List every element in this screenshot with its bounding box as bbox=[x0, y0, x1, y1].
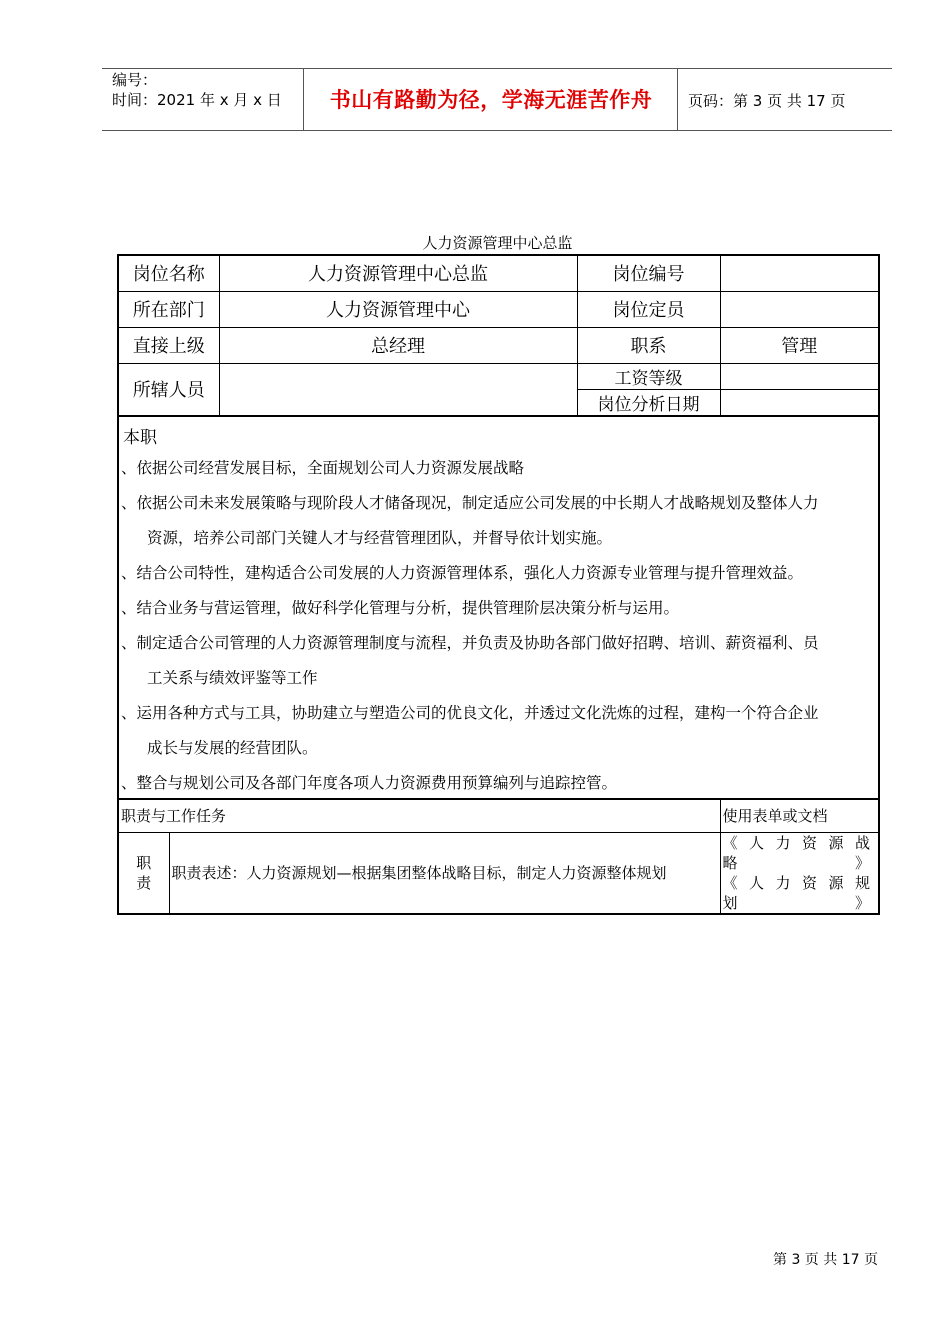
task-document: 《人力资源规划》 bbox=[722, 873, 877, 912]
duties-heading: 本职 bbox=[123, 428, 157, 448]
duty-item bbox=[121, 591, 876, 626]
duty-item bbox=[121, 486, 876, 556]
duty-text: 、依据公司未来发展策略与现阶段人才储备现况，制定适应公司发展的中长期人才战略规划及整体人力 bbox=[121, 494, 819, 512]
duty-text: 、运用各种方式与工具，协助建立与塑造公司的优良文化，并透过文化洗炼的过程，建构一个符合企业 bbox=[121, 704, 819, 722]
duty-text-continued: 工关系与绩效评鉴等工作 bbox=[147, 669, 318, 687]
job-family-value: 管理 bbox=[720, 327, 879, 363]
header-divider bbox=[677, 68, 678, 130]
header-meta bbox=[112, 70, 282, 110]
department-label: 所在部门 bbox=[118, 291, 219, 327]
task-document: 《人力资源战略》 bbox=[722, 833, 877, 872]
position-name-value: 人力资源管理中心总监 bbox=[219, 255, 577, 291]
duty-text: 、依据公司经营发展目标，全面规划公司人力资源发展战略 bbox=[121, 459, 525, 477]
supervisor-label: 直接上级 bbox=[118, 327, 219, 363]
duty-item bbox=[121, 556, 876, 591]
duties-section bbox=[117, 409, 880, 798]
department-value: 人力资源管理中心 bbox=[219, 291, 577, 327]
time-label: 时间：2021 年 x 月 x 日 bbox=[112, 91, 282, 109]
position-no-value bbox=[720, 255, 879, 291]
subordinates-label: 所辖人员 bbox=[118, 363, 219, 416]
number-label: 编号： bbox=[112, 71, 158, 89]
task-description: 职责表述：人力资源规划—根据集团整体战略目标，制定人力资源整体规划 bbox=[169, 832, 720, 914]
subordinates-value bbox=[219, 363, 577, 416]
task-row-label bbox=[118, 832, 169, 914]
header-top-rule bbox=[102, 68, 892, 69]
duty-text: 、整合与规划公司及各部门年度各项人力资源费用预算编列与追踪控管。 bbox=[121, 774, 618, 792]
motto: 书山有路勤为径，学海无涯苦作舟 bbox=[329, 88, 653, 112]
duty-text: 、结合业务与营运管理，做好科学化管理与分析，提供管理阶层决策分析与运用。 bbox=[121, 599, 680, 617]
task-row-label-2: 责 bbox=[136, 873, 152, 892]
duty-text-continued: 成长与发展的经营团队。 bbox=[147, 739, 318, 757]
position-name-label: 岗位名称 bbox=[118, 255, 219, 291]
duty-text: 、结合公司特性，建构适合公司发展的人力资源管理体系，强化人力资源专业管理与提升管理效益。 bbox=[121, 564, 804, 582]
tasks-header-right: 使用表单或文档 bbox=[720, 799, 879, 832]
analysis-date-label: 岗位分析日期 bbox=[577, 389, 720, 416]
duty-text-continued: 资源，培养公司部门关键人才与经营管理团队，并督导依计划实施。 bbox=[147, 529, 613, 547]
headcount-value bbox=[720, 291, 879, 327]
salary-grade-label: 工资等级 bbox=[577, 363, 720, 389]
salary-grade-value bbox=[720, 363, 879, 389]
supervisor-value: 总经理 bbox=[219, 327, 577, 363]
headcount-label: 岗位定员 bbox=[577, 291, 720, 327]
task-row-label-1: 职 bbox=[136, 853, 152, 872]
duty-item bbox=[121, 451, 876, 486]
document-title: 人力资源管理中心总监 bbox=[422, 234, 573, 252]
header-divider bbox=[303, 68, 304, 130]
tasks-header-left: 职责与工作任务 bbox=[118, 799, 720, 832]
tasks-table bbox=[117, 798, 880, 915]
duty-item bbox=[121, 766, 876, 801]
position-no-label: 岗位编号 bbox=[577, 255, 720, 291]
page-footer: 第 3 页 共 17 页 bbox=[773, 1252, 878, 1268]
duty-item bbox=[121, 696, 876, 766]
page-code: 页码：第 3 页 共 17 页 bbox=[688, 92, 846, 110]
duty-item bbox=[121, 626, 876, 696]
position-info-table bbox=[117, 254, 880, 417]
duty-text: 、制定适合公司管理的人力资源管理制度与流程，并负责及协助各部门做好招聘、培训、薪资福利、员 bbox=[121, 634, 819, 652]
job-family-label: 职系 bbox=[577, 327, 720, 363]
task-documents bbox=[720, 832, 879, 914]
header-bottom-rule bbox=[102, 130, 892, 131]
